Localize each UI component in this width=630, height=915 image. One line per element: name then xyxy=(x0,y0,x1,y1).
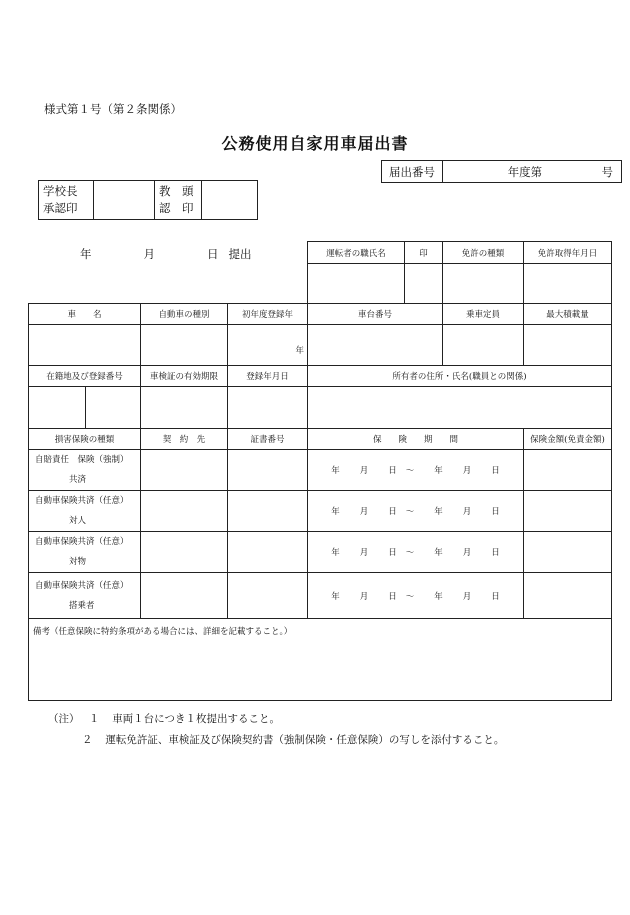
file-number-year-label: 年度第 xyxy=(507,164,543,179)
file-number-label: 届出番号 xyxy=(382,161,443,183)
form-number: 様式第１号（第２条関係） xyxy=(44,102,182,116)
license-date-header: 免許取得年月日 xyxy=(524,242,612,264)
note-1: （注） １ 車両１台につき１枚提出すること。 xyxy=(48,713,280,725)
vehicle-name-cell[interactable] xyxy=(29,325,141,366)
owner-header: 所有者の住所・氏名(職員との関係) xyxy=(308,366,612,387)
headteacher-approval-label: 教 頭 認 印 xyxy=(155,181,202,220)
insurance-row xyxy=(29,491,612,532)
note-1-text: 車両１台につき１枚提出すること。 xyxy=(112,713,280,725)
max-load-cell[interactable] xyxy=(524,325,612,366)
capacity-header: 乗車定員 xyxy=(443,304,524,325)
page-title: 公務使用自家用車届出書 xyxy=(221,134,409,153)
insurance-type-cell: 自動車保険共済（任意） 対物 xyxy=(29,532,141,573)
capacity-cell[interactable] xyxy=(443,325,524,366)
file-number-unit: 号 xyxy=(601,164,613,179)
insurance-type-header: 損害保険の種類 xyxy=(29,429,141,450)
insurance-row xyxy=(29,450,612,491)
chassis-number-cell[interactable] xyxy=(308,325,443,366)
certificate-number-cell[interactable] xyxy=(228,450,308,491)
certificate-number-cell[interactable] xyxy=(228,573,308,619)
vehicle-registration-table xyxy=(28,241,612,701)
remarks-label: 備考（任意保険に特約条項がある場合には、詳細を記載すること。） xyxy=(33,627,293,637)
first-registration-cell[interactable] xyxy=(228,325,308,366)
insurer-header: 契 約 先 xyxy=(141,429,228,450)
headteacher-stamp-cell[interactable] xyxy=(202,181,258,220)
principal-approval-label: 学校長 承認印 xyxy=(39,181,94,220)
insurance-period-header: 保 険 期 間 xyxy=(308,429,524,450)
vehicle-name-header: 車 名 xyxy=(29,304,141,325)
insurance-type-cell: 自動車保険共済（任意） 対人 xyxy=(29,491,141,532)
driver-seal-header: 印 xyxy=(405,242,443,264)
base-location-cell[interactable] xyxy=(29,387,86,429)
insurance-amount-header: 保険金額(免責金額) xyxy=(524,429,612,450)
insurance-amount-cell[interactable] xyxy=(524,573,612,619)
insurance-amount-cell[interactable] xyxy=(524,532,612,573)
first-registration-header: 初年度登録年 xyxy=(228,304,308,325)
submission-day: 日 xyxy=(207,247,219,261)
note-2-text: 運転免許証、車検証及び保険契約書（強制保険・任意保険）の写しを添付すること。 xyxy=(105,734,505,746)
inspection-expiry-cell[interactable] xyxy=(141,387,228,429)
registration-date-header: 登録年月日 xyxy=(228,366,308,387)
insurance-type-cell: 自賠責任 保険（強制） 共済 xyxy=(29,450,141,491)
approval-stamp-table xyxy=(38,180,258,220)
file-number-field[interactable] xyxy=(443,161,622,183)
driver-name-cell[interactable] xyxy=(308,264,405,304)
insurance-period-cell[interactable]: 年 月 日 ～ 年 月 日 xyxy=(308,532,524,573)
insurance-type-cell: 自動車保険共済（任意） 搭乗者 xyxy=(29,573,141,619)
chassis-number-header: 車台番号 xyxy=(308,304,443,325)
insurer-cell[interactable] xyxy=(141,450,228,491)
license-type-cell[interactable] xyxy=(443,264,524,304)
owner-cell[interactable] xyxy=(308,387,612,429)
certificate-number-cell[interactable] xyxy=(228,491,308,532)
submission-year: 年 xyxy=(80,247,92,261)
max-load-header: 最大積載量 xyxy=(524,304,612,325)
note-2: ２ 運転免許証、車検証及び保険契約書（強制保険・任意保険）の写しを添付すること。 xyxy=(82,734,505,746)
insurer-cell[interactable] xyxy=(141,532,228,573)
submission-label: 提出 xyxy=(228,247,252,261)
vehicle-type-header: 自動車の種別 xyxy=(141,304,228,325)
license-type-header: 免許の種類 xyxy=(443,242,524,264)
first-registration-unit: 年 xyxy=(295,346,304,356)
registration-number-cell[interactable] xyxy=(86,387,141,429)
insurance-row xyxy=(29,532,612,573)
driver-name-header: 運転者の職氏名 xyxy=(308,242,405,264)
submission-month: 月 xyxy=(143,247,155,261)
driver-seal-cell[interactable] xyxy=(405,264,443,304)
vehicle-type-cell[interactable] xyxy=(141,325,228,366)
certificate-number-header: 証書番号 xyxy=(228,429,308,450)
insurer-cell[interactable] xyxy=(141,573,228,619)
insurance-period-cell[interactable]: 年 月 日 ～ 年 月 日 xyxy=(308,450,524,491)
insurance-amount-cell[interactable] xyxy=(524,491,612,532)
insurer-cell[interactable] xyxy=(141,491,228,532)
insurance-period-cell[interactable]: 年 月 日 ～ 年 月 日 xyxy=(308,491,524,532)
insurance-amount-cell[interactable] xyxy=(524,450,612,491)
insurance-row xyxy=(29,573,612,619)
inspection-expiry-header: 車検証の有効期限 xyxy=(141,366,228,387)
remarks-cell[interactable] xyxy=(29,619,612,701)
note-prefix: （注） xyxy=(48,713,80,725)
file-number-box xyxy=(381,160,622,183)
base-registration-header: 在籍地及び登録番号 xyxy=(29,366,141,387)
license-date-cell[interactable] xyxy=(524,264,612,304)
insurance-period-cell[interactable]: 年 月 日 ～ 年 月 日 xyxy=(308,573,524,619)
registration-date-cell[interactable] xyxy=(228,387,308,429)
certificate-number-cell[interactable] xyxy=(228,532,308,573)
principal-stamp-cell[interactable] xyxy=(94,181,155,220)
